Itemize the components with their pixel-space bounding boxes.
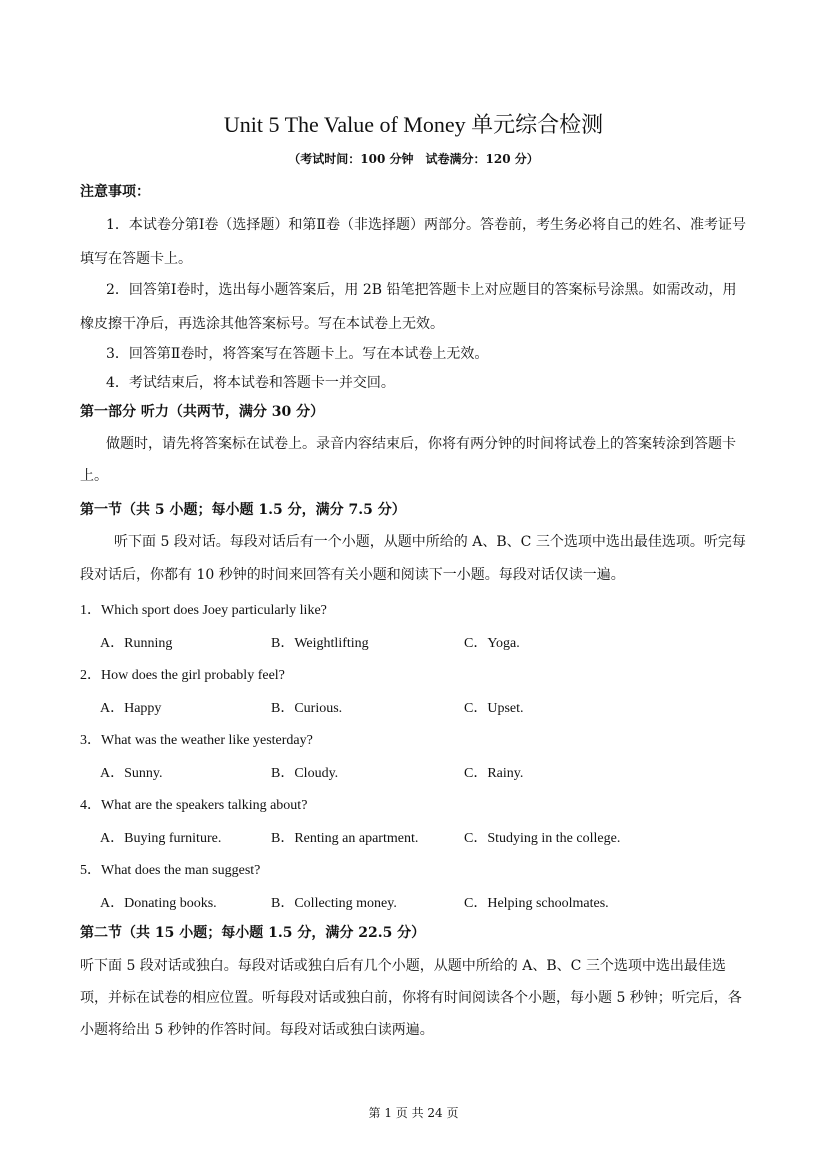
question-3-option-b: B．Cloudy. [271, 766, 339, 781]
page-number: 第 1 页 共 24 页 [368, 1106, 459, 1120]
question-4-option-c: C．Studying in the college. [464, 831, 621, 846]
notice-item-1: 1．本试卷分第Ⅰ卷（选择题）和第Ⅱ卷（非选择题）两部分。答卷前，考生务必将自己的姓名、准考证号填写在答题卡上。 [80, 217, 746, 267]
question-1-option-b: B．Weightlifting [271, 636, 369, 651]
question-1-option-c: C．Yoga. [464, 636, 520, 651]
section1-heading: 第一节（共 5 小题；每小题 1.5 分，满分 7.5 分） [80, 502, 406, 518]
notice-heading: 注意事项： [80, 184, 150, 200]
question-5: 5．What does the man suggest? [80, 863, 261, 878]
question-4: 4．What are the speakers talking about? [80, 798, 308, 813]
question-3: 3．What was the weather like yesterday? [80, 733, 313, 748]
section2-intro: 听下面 5 段对话或独白。每段对话或独白后有几个小题，从题中所给的 A、B、C 三个选项中选出最佳选项，并标在试卷的相应位置。听每段对话或独白前，你将有时间阅读各个小题，每小题 5 秒钟；听完后，各小题将给出 5 秒钟的作答时间。每段对话或独白读两遍。 [80, 958, 742, 1038]
question-3-option-a: A．Sunny. [100, 766, 163, 781]
part1-intro: 做题时，请先将答案标在试卷上。录音内容结束后，你将有两分钟的时间将试卷上的答案转涂到答题卡上。 [80, 436, 736, 484]
question-3-option-c: C．Rainy. [464, 766, 524, 781]
notice-item-3: 3．回答第Ⅱ卷时，将答案写在答题卡上。写在本试卷上无效。 [106, 346, 489, 362]
section1-intro: 听下面 5 段对话。每段对话后有一个小题，从题中所给的 A、B、C 三个选项中选出最佳选项。听完每段对话后，你都有 10 秒钟的时间来回答有关小题和阅读下一小题。每段对话仅读一遍。 [80, 534, 746, 583]
notice-item-4: 4．考试结束后，将本试卷和答题卡一并交回。 [106, 375, 395, 391]
notice-item-2: 2．回答第Ⅰ卷时，选出每小题答案后，用 2B 铅笔把答题卡上对应题目的答案标号涂黑。如需改动，用橡皮擦干净后，再选涂其他答案标号。写在本试卷上无效。 [80, 282, 737, 332]
question-5-option-c: C．Helping schoolmates. [464, 896, 609, 911]
exam-info: （考试时间：100 分钟 试卷满分：120 分） [288, 152, 539, 166]
page-title: Unit 5 The Value of Money 单元综合检测 [223, 112, 604, 137]
question-5-option-b: B．Collecting money. [271, 896, 397, 911]
part1-heading: 第一部分 听力（共两节，满分 30 分） [80, 404, 325, 420]
question-1-option-a: A．Running [100, 636, 173, 651]
question-2: 2．How does the girl probably feel? [80, 668, 285, 683]
question-4-option-b: B．Renting an apartment. [271, 831, 419, 846]
question-1: 1．Which sport does Joey particularly like? [80, 603, 327, 618]
section2-heading: 第二节（共 15 小题；每小题 1.5 分，满分 22.5 分） [80, 925, 426, 941]
question-2-option-a: A．Happy [100, 701, 162, 716]
question-2-option-b: B．Curious. [271, 701, 343, 716]
question-5-option-a: A．Donating books. [100, 896, 217, 911]
question-4-option-a: A．Buying furniture. [100, 831, 222, 846]
question-2-option-c: C．Upset. [464, 701, 524, 716]
